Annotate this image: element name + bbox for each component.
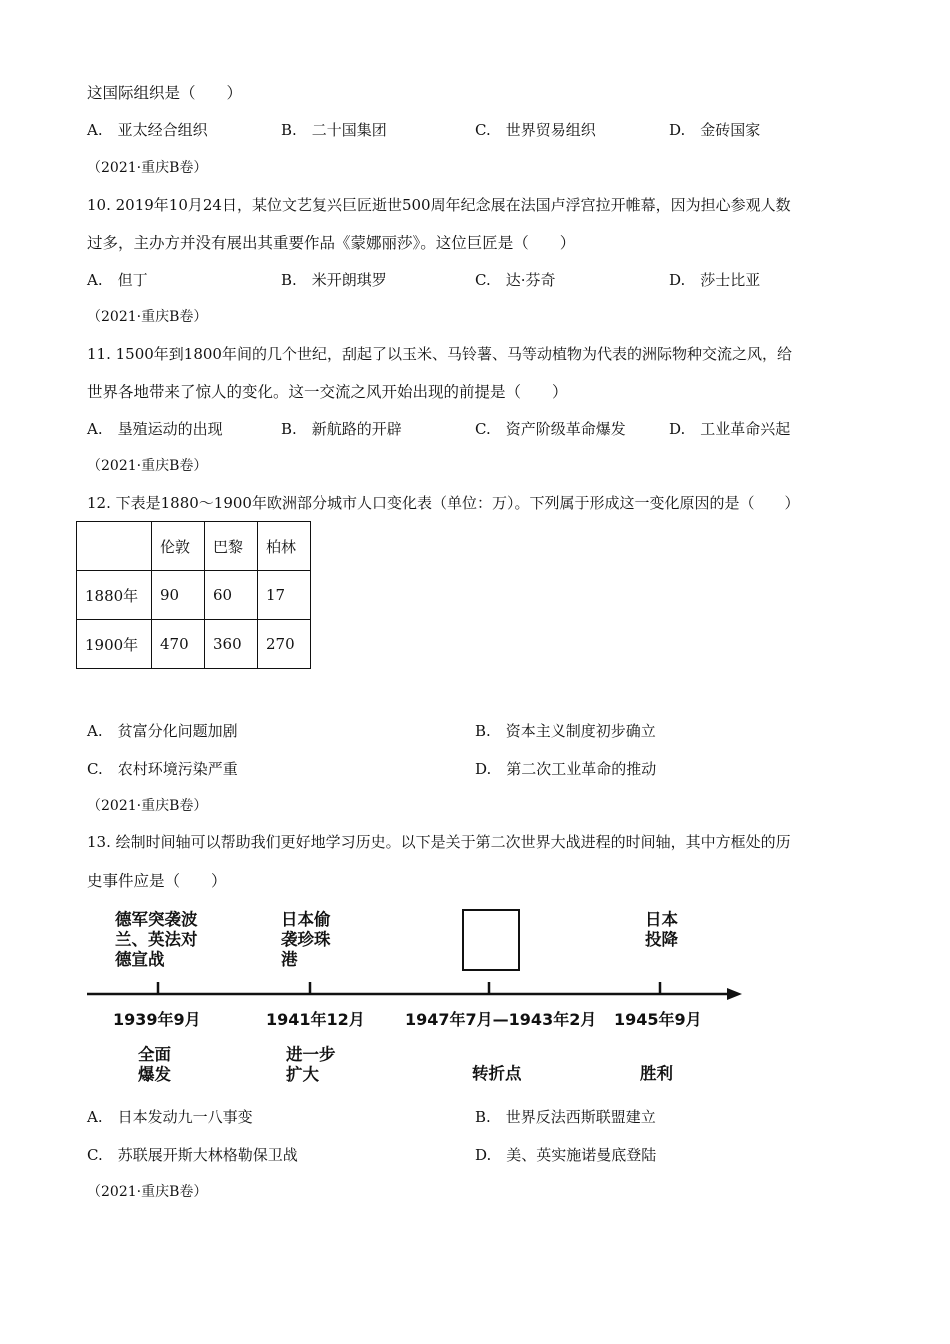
timeline-date-1945: 1945年9月: [614, 1010, 702, 1029]
timeline-stage-line: 进一步: [286, 1045, 336, 1064]
table-cell: 470: [152, 620, 205, 669]
timeline-stage-line: 胜利: [640, 1064, 673, 1083]
timeline-event-line: 德军突袭波: [115, 910, 198, 929]
q10-option-a: A. 但丁: [87, 271, 148, 289]
q13-stem-line1: 13. 绘制时间轴可以帮助我们更好地学习历史。以下是关于第二次世界大战进程的时间轴，其中方框处的历: [87, 833, 791, 851]
table-cell: 17: [258, 571, 311, 620]
timeline-stage-outbreak: [138, 1045, 171, 1085]
q13-stem-line2: 史事件应是（ ）: [87, 872, 227, 890]
table-cell: 1900年: [77, 620, 152, 669]
q11-source: （2021·重庆B卷）: [87, 458, 208, 474]
table-header-cell: 伦敦: [152, 522, 205, 571]
q12-option-d: D. 第二次工业革命的推动: [475, 760, 657, 778]
q11-option-c: C. 资产阶级革命爆发: [475, 420, 626, 438]
timeline-stage-line: 全面: [138, 1045, 171, 1064]
q10-option-b: B. 米开朗琪罗: [281, 271, 387, 289]
timeline-event-line: 袭珍珠: [281, 930, 331, 949]
q11-option-d: D. 工业革命兴起: [669, 420, 791, 438]
q12-option-c: C. 农村环境污染严重: [87, 760, 238, 778]
timeline-stage-line: 扩大: [286, 1065, 319, 1084]
table-cell: 90: [152, 571, 205, 620]
q9-option-a: A. 亚太经合组织: [87, 121, 208, 139]
table-cell: 1880年: [77, 571, 152, 620]
timeline-event-line: 投降: [645, 930, 678, 949]
q13-option-b: B. 世界反法西斯联盟建立: [475, 1108, 656, 1126]
q10-option-d: D. 莎士比亚: [669, 271, 761, 289]
q9-option-b: B. 二十国集团: [281, 121, 387, 139]
q10-stem-line1: 10. 2019年10月24日，某位文艺复兴巨匠逝世500周年纪念展在法国卢浮宫拉开帷幕，因为担心参观人数: [87, 196, 791, 214]
table-cell: 360: [205, 620, 258, 669]
q9-option-d: D. 金砖国家: [669, 121, 761, 139]
timeline-stage-turning-point: [472, 1064, 522, 1084]
timeline-stage-victory: [640, 1064, 673, 1084]
q10-source: （2021·重庆B卷）: [87, 309, 208, 325]
q13-option-c: C. 苏联展开斯大林格勒保卫战: [87, 1146, 298, 1164]
table-header-cell: 巴黎: [205, 522, 258, 571]
q11-stem-line2: 世界各地带来了惊人的变化。这一交流之风开始出现的前提是（ ）: [87, 383, 568, 401]
table-cell: 60: [205, 571, 258, 620]
timeline-date-1939: 1939年9月: [113, 1010, 201, 1029]
q10-stem-line2: 过多，主办方并没有展出其重要作品《蒙娜丽莎》。这位巨匠是（ ）: [87, 234, 576, 252]
q13-source: （2021·重庆B卷）: [87, 1184, 208, 1200]
table-header-cell: 柏林: [258, 522, 311, 571]
timeline-event-line: 德宣战: [115, 950, 165, 969]
q11-option-a: A. 垦殖运动的出现: [87, 420, 223, 438]
q12-source: （2021·重庆B卷）: [87, 798, 208, 814]
q11-option-b: B. 新航路的开辟: [281, 420, 402, 438]
q9-stem: 这国际组织是（ ）: [87, 84, 243, 102]
table-cell: 270: [258, 620, 311, 669]
q12-option-a: A. 贫富分化问题加剧: [87, 722, 238, 740]
timeline-date-1941: 1941年12月: [266, 1010, 365, 1029]
timeline-event-line: 港: [281, 950, 298, 969]
timeline-stage-expand: [286, 1045, 336, 1085]
q11-stem-line1: 11. 1500年到1800年间的几个世纪，刮起了以玉米、马铃薯、马等动植物为代表的洲际物种交流之风，给: [87, 345, 792, 363]
timeline-date-range: 1947年7月—1943年2月: [405, 1010, 597, 1029]
q13-option-a: A. 日本发动九一八事变: [87, 1108, 253, 1126]
q13-option-d: D. 美、英实施诺曼底登陆: [475, 1146, 657, 1164]
timeline-event-line: 日本偷: [281, 910, 331, 929]
timeline-event-line: 日本: [645, 910, 678, 929]
q9-source: （2021·重庆B卷）: [87, 160, 208, 176]
timeline-stage-line: 爆发: [138, 1065, 171, 1084]
q10-option-c: C. 达·芬奇: [475, 271, 556, 289]
timeline-stage-line: 转折点: [472, 1064, 522, 1083]
q12-stem: 12. 下表是1880～1900年欧洲部分城市人口变化表（单位：万）。下列属于形成这一变化原因的是（ ）: [87, 494, 800, 512]
q12-option-b: B. 资本主义制度初步确立: [475, 722, 656, 740]
timeline-event-line: 兰、英法对: [115, 930, 198, 949]
q9-option-c: C. 世界贸易组织: [475, 121, 596, 139]
